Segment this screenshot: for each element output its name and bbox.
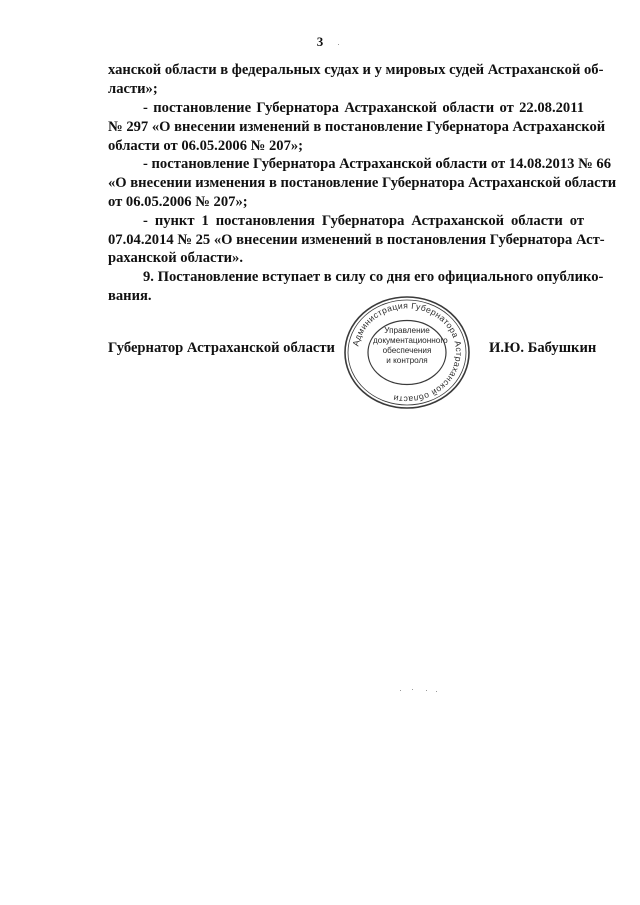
text-line: вания.	[108, 288, 152, 304]
signature-role: Губернатор Астраханской области	[108, 340, 335, 356]
scan-speck	[338, 44, 339, 45]
signature-name: И.Ю. Бабушкин	[489, 340, 597, 356]
stamp-inner-text	[373, 326, 448, 366]
stamp-inner-line: Управление	[384, 326, 430, 335]
text-line: - пункт 1 постановления Губернатора Астраханской области от	[143, 213, 584, 229]
text-line: 07.04.2014 № 25 «О внесении изменений в постановления Губернатора Аст-	[108, 232, 605, 248]
scan-speck	[400, 690, 401, 691]
text-line: 9. Постановление вступает в силу со дня его официального опублико-	[143, 269, 604, 285]
scan-speck	[412, 689, 413, 690]
text-line: - постановление Губернатора Астраханской области от 22.08.2011	[143, 100, 584, 116]
page-number: 3	[316, 34, 324, 49]
official-stamp	[343, 295, 471, 410]
text-line: - постановление Губернатора Астраханской области от 14.08.2013 № 66	[143, 156, 612, 172]
stamp-inner-line: обеспечения	[382, 346, 432, 355]
text-line: области от 06.05.2006 № 207»;	[108, 138, 304, 154]
text-line: ласти»;	[108, 81, 158, 97]
text-line: № 297 «О внесении изменений в постановление Губернатора Астраханской	[108, 119, 606, 135]
scan-speck	[426, 690, 427, 691]
scan-speck	[436, 691, 437, 692]
text-line: от 06.05.2006 № 207»;	[108, 194, 248, 210]
text-line: «О внесении изменения в постановление Губернатора Астраханской области	[108, 175, 617, 191]
stamp-inner-line: документационного	[373, 336, 448, 345]
text-line: раханской области».	[108, 250, 243, 266]
stamp-inner-line: и контроля	[386, 356, 428, 365]
stamp-ring-text: Администрация Губернатора Астраханской области	[350, 300, 465, 405]
text-line: ханской области в федеральных судах и у мировых судей Астраханской об-	[108, 62, 604, 78]
